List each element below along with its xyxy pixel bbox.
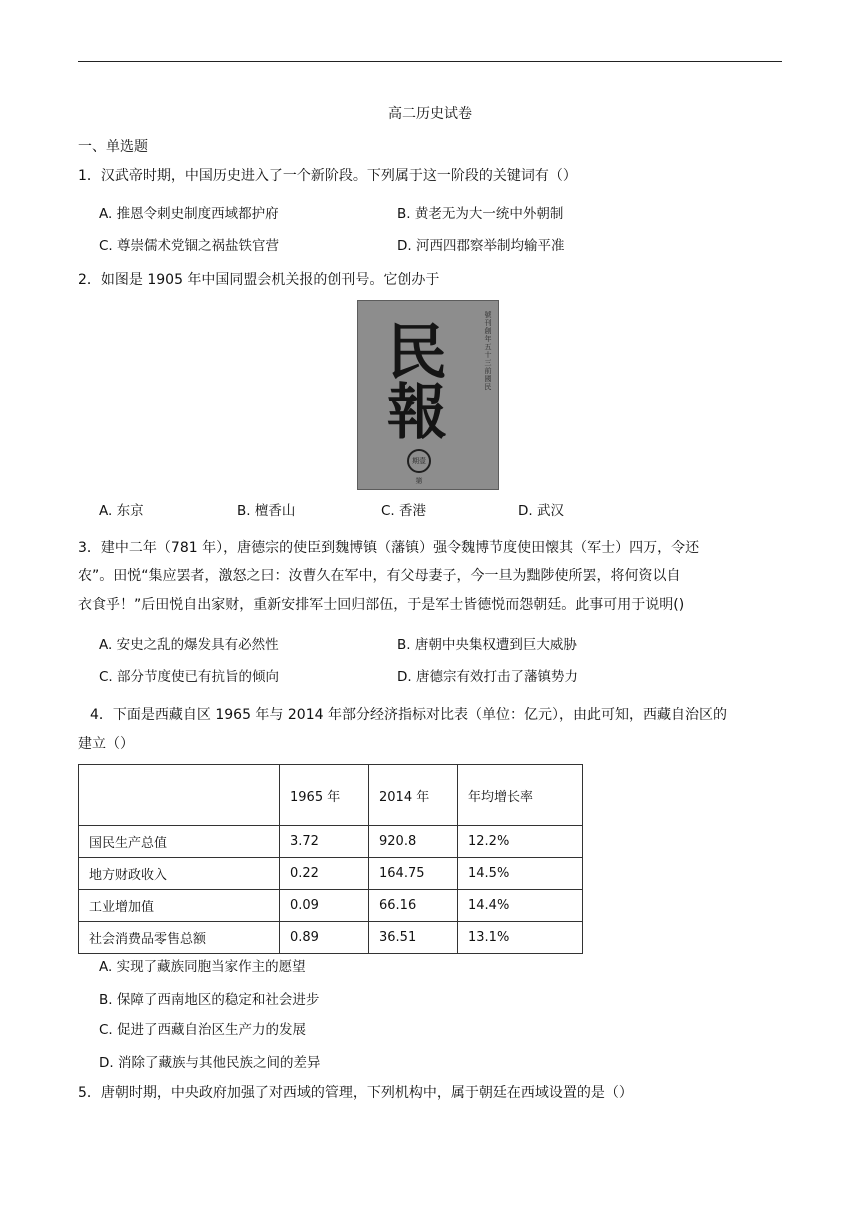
table-row — [79, 826, 583, 858]
table-cell: 14.5% — [458, 858, 583, 890]
table-row — [79, 890, 583, 922]
question-2-text: 2．如图是 1905 年中国同盟会机关报的创刊号。它创办于 — [78, 272, 440, 288]
q2-option-a: A. 东京 — [99, 503, 144, 519]
table-header-row — [79, 765, 583, 826]
q3-option-d: D. 唐德宗有效打击了藩镇势力 — [397, 669, 578, 685]
table-cell: 13.1% — [458, 922, 583, 954]
table-row — [79, 858, 583, 890]
q1-option-a: A. 推恩令刺史制度西域都护府 — [99, 206, 279, 222]
cover-char-2: 報 — [387, 378, 447, 448]
question-3-line-1: 3．建中二年（781 年），唐德宗的使臣到魏博镇（藩镇）强令魏博节度使田懐其（军士）四万，令还 — [78, 540, 700, 556]
table-cell: 工业增加值 — [79, 890, 280, 922]
table-cell: 社会消费品零售总额 — [79, 922, 280, 954]
table-cell: 0.09 — [280, 890, 369, 922]
table-cell: 164.75 — [369, 858, 458, 890]
newspaper-cover-image — [357, 300, 499, 490]
economic-indicator-table — [78, 764, 583, 954]
table-header-cell: 2014 年 — [369, 765, 458, 826]
q4-option-b: B. 保障了西南地区的稳定和社会进步 — [99, 992, 320, 1008]
header-rule — [78, 61, 782, 62]
q1-option-d: D. 河西四郡察举制均输平准 — [397, 238, 565, 254]
table-cell: 14.4% — [458, 890, 583, 922]
table-cell: 66.16 — [369, 890, 458, 922]
table-cell: 国民生产总值 — [79, 826, 280, 858]
cover-seal: 期壹第 — [407, 449, 431, 473]
question-5-text: 5．唐朝时期，中央政府加强了对西域的管理，下列机构中，属于朝廷在西域设置的是（） — [78, 1085, 633, 1101]
table-header-cell: 1965 年 — [280, 765, 369, 826]
cover-side-text: 號刊創年五十三前國民 — [484, 311, 492, 391]
section-heading: 一、单选题 — [78, 139, 148, 155]
table-cell: 3.72 — [280, 826, 369, 858]
table-cell: 12.2% — [458, 826, 583, 858]
q4-option-d: D. 消除了藏族与其他民族之间的差异 — [99, 1055, 321, 1071]
table-header-cell — [79, 765, 280, 826]
question-3-line-2: 农”。田悦“集应罢者，激怒之曰：汝曹久在军中，有父母妻子，今一旦为黜陟使所罢，将何资以自 — [78, 568, 681, 584]
question-3-line-3: 衣食乎！”后田悦自出家财，重新安排军士回归部伍，于是军士皆德悦而怨朝廷。此事可用于说明() — [78, 597, 685, 613]
table-row — [79, 922, 583, 954]
q4-option-c: C. 促进了西藏自治区生产力的发展 — [99, 1022, 307, 1038]
table-cell: 36.51 — [369, 922, 458, 954]
q3-option-c: C. 部分节度使已有抗旨的倾向 — [99, 669, 280, 685]
page-title: 高二历史试卷 — [388, 106, 472, 122]
table-header-cell: 年均增长率 — [458, 765, 583, 826]
cover-char-1: 民 — [387, 318, 447, 388]
question-4-line-1: 4．下面是西藏自区 1965 年与 2014 年部分经济指标对比表（单位：亿元），由此可知，西藏自治区的 — [90, 707, 727, 723]
table-cell: 0.89 — [280, 922, 369, 954]
q4-option-a: A. 实现了藏族同胞当家作主的愿望 — [99, 959, 306, 975]
q3-option-b: B. 唐朝中央集权遭到巨大威胁 — [397, 637, 577, 653]
q1-option-c: C. 尊崇儒术党锢之祸盐铁官营 — [99, 238, 280, 254]
question-4-line-2: 建立（） — [78, 736, 134, 752]
q2-option-d: D. 武汉 — [518, 503, 564, 519]
table-cell: 0.22 — [280, 858, 369, 890]
q3-option-a: A. 安史之乱的爆发具有必然性 — [99, 637, 279, 653]
q1-option-b: B. 黄老无为大一统中外朝制 — [397, 206, 564, 222]
q2-option-b: B. 檀香山 — [237, 503, 296, 519]
question-1-text: 1．汉武帝时期，中国历史进入了一个新阶段。下列属于这一阶段的关键词有（） — [78, 168, 577, 184]
table-cell: 地方财政收入 — [79, 858, 280, 890]
table-cell: 920.8 — [369, 826, 458, 858]
q2-option-c: C. 香港 — [381, 503, 427, 519]
